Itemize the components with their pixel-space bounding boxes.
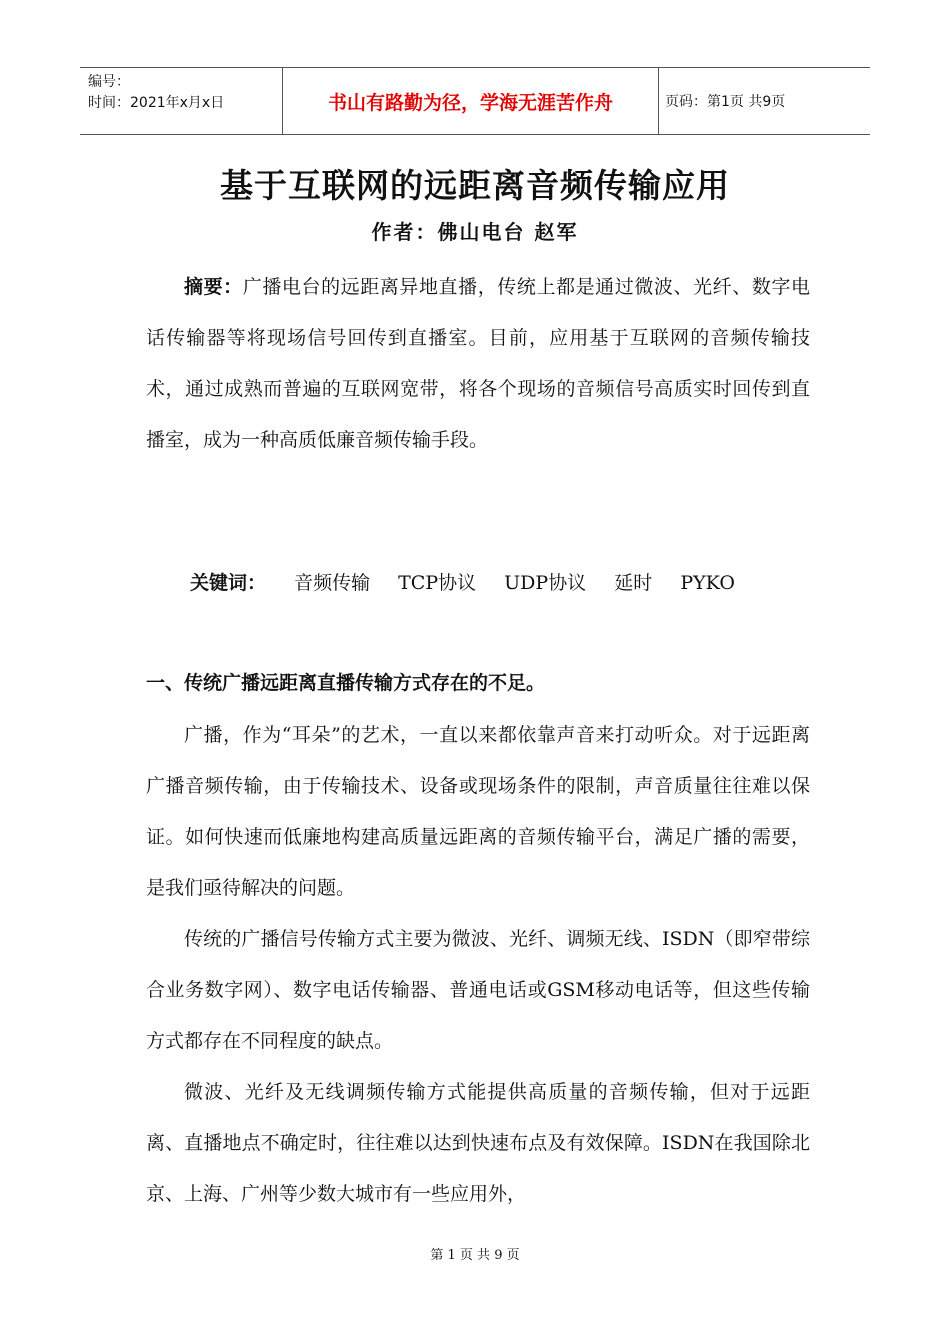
document-title: 基于互联网的远距离音频传输应用 <box>220 166 730 205</box>
abstract <box>146 262 810 466</box>
header-meta <box>80 68 283 134</box>
keyword: PYKO <box>680 572 735 594</box>
abstract-label: 摘要： <box>184 276 243 298</box>
body-paragraph: 微波、光纤及无线调频传输方式能提供高质量的音频传输，但对于远距离、直播地点不确定时，往往难以达到快速布点及有效保障。ISDN在我国除北京、上海、广州等少数大城市有一些应用外， <box>146 1081 810 1205</box>
page-footer: 第 1 页 共 9 页 <box>430 1248 520 1263</box>
header-motto: 书山有路勤为径，学海无涯苦作舟 <box>283 68 659 134</box>
keywords <box>190 568 735 598</box>
keyword: UDP协议 <box>504 572 587 594</box>
keyword: 延时 <box>614 572 653 594</box>
header-table <box>80 67 870 135</box>
section-heading: 一、传统广播远距离直播传输方式存在的不足。 <box>146 672 546 694</box>
header-page-info: 页码：第1页 共9页 <box>665 94 786 110</box>
body-paragraph: 广播，作为“耳朵”的艺术，一直以来都依靠声音来打动听众。对于远距离广播音频传输，由于传输技术、设备或现场条件的限制，声音质量往往难以保证。如何快速而低廉地构建高质量远距离的音频传输平台，满足广播的需要，是我们亟待解决的问题。 <box>146 724 810 899</box>
body-paragraph: 传统的广播信号传输方式主要为微波、光纤、调频无线、ISDN（即窄带综合业务数字网）、数字电话传输器、普通电话或GSM移动电话等，但这些传输方式都存在不同程度的缺点。 <box>146 928 810 1052</box>
abstract-paragraph <box>146 262 810 466</box>
keyword: TCP协议 <box>398 572 477 594</box>
document-author: 作者：佛山电台 赵军 <box>371 220 579 244</box>
time-label: 时间：2021年x月x日 <box>88 95 225 111</box>
keywords-label: 关键词： <box>190 572 267 594</box>
abstract-text: 广播电台的远距离异地直播，传统上都是通过微波、光纤、数字电话传输器等将现场信号回传到直播室。目前，应用基于互联网的音频传输技术，通过成熟而普遍的互联网宽带，将各个现场的音频信号高质实时回传到直播室，成为一种高质低廉音频传输手段。 <box>146 276 810 451</box>
keyword: 音频传输 <box>294 572 371 594</box>
number-label: 编号： <box>88 74 130 90</box>
section-content <box>146 710 810 1220</box>
